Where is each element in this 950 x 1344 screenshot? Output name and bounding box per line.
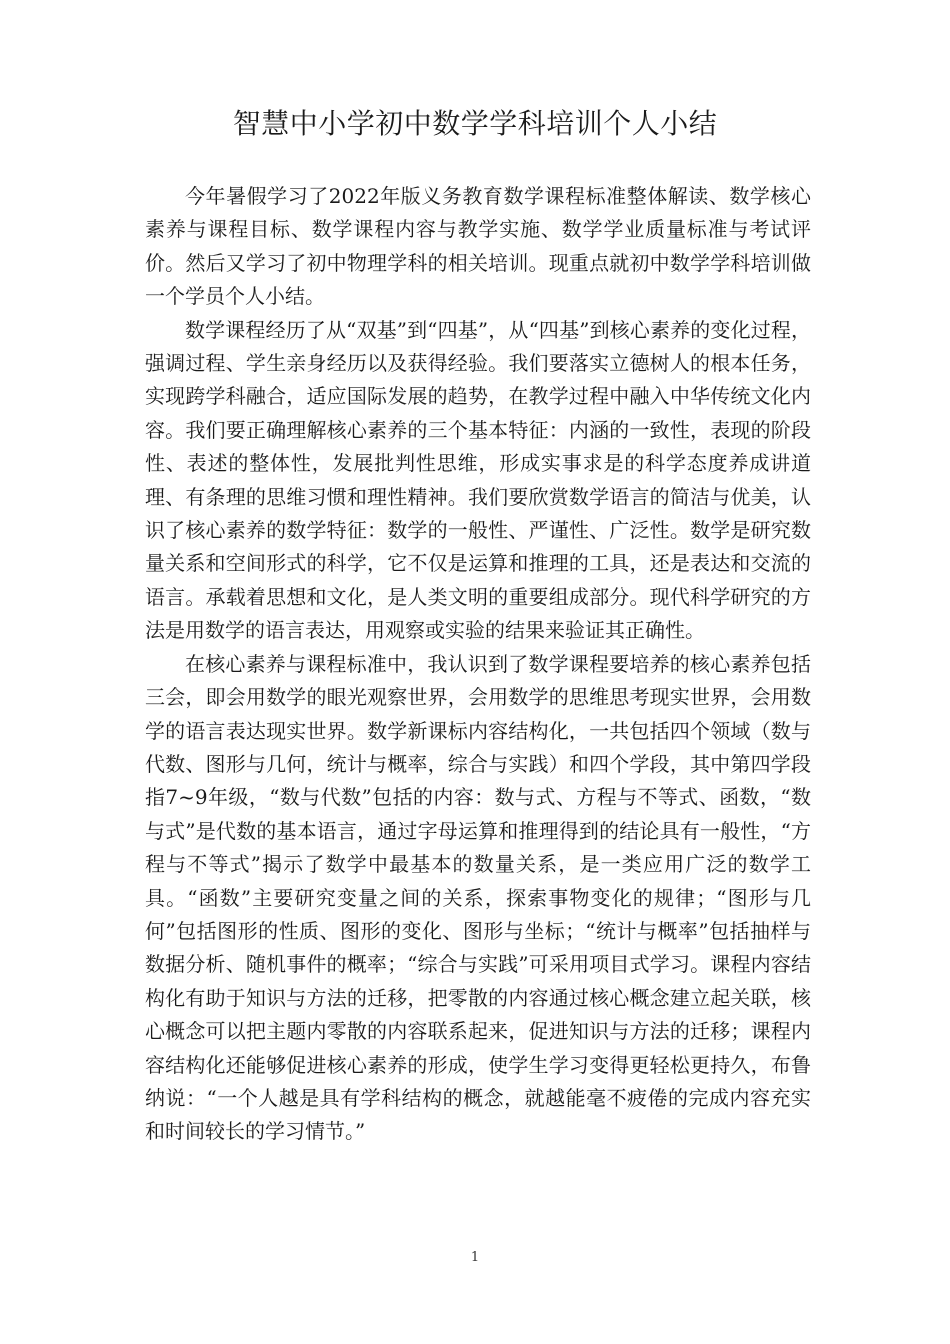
paragraph-intro: 今年暑假学习了2022年版义务教育数学课程标准整体解读、数学核心素养与课程目标、数学课程内容与教学实施、数学学业质量标准与考试评价。然后又学习了初中物理学科的相关培训。现重点就初中数学学科培训做一个学员个人小结。 [145, 184, 811, 309]
page-number: 1 [470, 1250, 480, 1265]
document-body [145, 180, 811, 1149]
document-title: 智慧中小学初中数学学科培训个人小结 [232, 107, 718, 140]
paragraph-core-literacy: 数学课程经历了从“双基”到“四基”，从“四基”到核心素养的变化过程，强调过程、学生亲身经历以及获得经验。我们要落实立德树人的根本任务，实现跨学科融合，适应国际发展的趋势，在教学过程中融入中华传统文化内容。我们要正确理解核心素养的三个基本特征：内涵的一致性，表现的阶段性、表述的整体性，发展批判性思维，形成实事求是的科学态度养成讲道理、有条理的思维习惯和理性精神。我们要欣赏数学语言的简洁与优美，认识了核心素养的数学特征：数学的一般性、严谨性、广泛性。数学是研究数量关系和空间形式的科学，它不仅是运算和推理的工具，还是表达和交流的语言。承载着思想和文化，是人类文明的重要组成部分。现代科学研究的方法是用数学的语言表达，用观察或实验的结果来验证其正确性。 [145, 317, 811, 643]
paragraph-curriculum-structure: 在核心素养与课程标准中，我认识到了数学课程要培养的核心素养包括三会，即会用数学的眼光观察世界，会用数学的思维思考现实世界，会用数学的语言表达现实世界。数学新课标内容结构化，一共包括四个领域（数与代数、图形与几何，统计与概率，综合与实践）和四个学段，其中第四学段指7~9年级，“数与代数”包括的内容：数与式、方程与不等式、函数，“数与式”是代数的基本语言，通过字母运算和推理得到的结论具有一般性，“方程与不等式”揭示了数学中最基本的数量关系，是一类应用广泛的数学工具。“函数”主要研究变量之间的关系，探索事物变化的规律；“图形与几何”包括图形的性质、图形的变化、图形与坐标；“统计与概率”包括抽样与数据分析、随机事件的概率；“综合与实践”可采用项目式学习。课程内容结构化有助于知识与方法的迁移，把零散的内容通过核心概念建立起关联，核心概念可以把主题内零散的内容联系起来，促进知识与方法的迁移；课程内容结构化还能够促进核心素养的形成，使学生学习变得更轻松更持久，布鲁纳说：“一个人越是具有学科结构的概念，就越能毫不疲倦的完成内容充实和时间较长的学习情节。” [145, 651, 811, 1144]
